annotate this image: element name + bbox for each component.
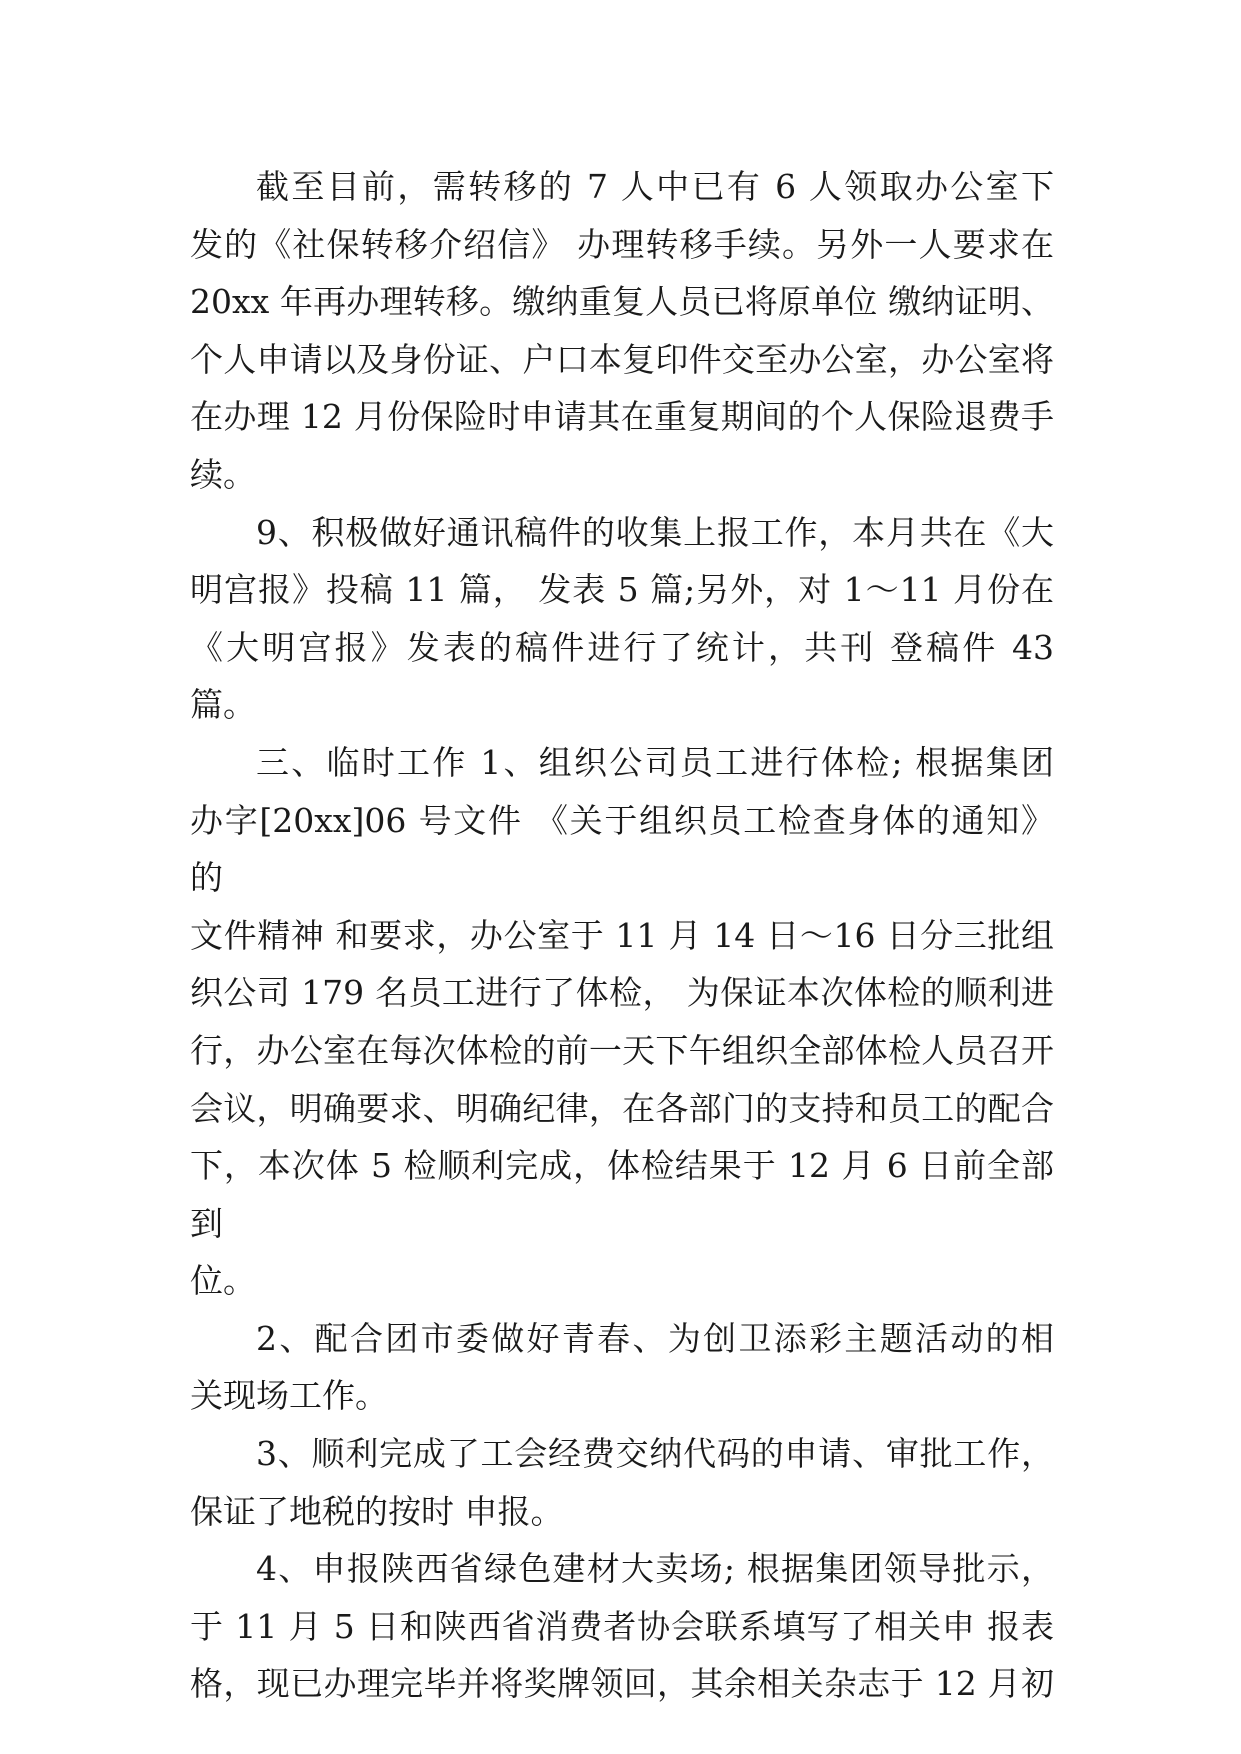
document-page — [190, 158, 1054, 1713]
text-line: 文件精神 和要求，办公室于 11 月 14 日～16 日分三批组 — [190, 915, 1054, 955]
text-line: 会议，明确要求、明确纪律，在各部门的支持和员工的配合 — [190, 1088, 1054, 1128]
text-line: 关现场工作。 — [190, 1376, 388, 1416]
text-line: 截至目前，需转移的 7 人中已有 6 人领取办公室下 — [256, 167, 1054, 206]
paragraph-item-2 — [190, 1310, 1054, 1425]
text-line: 织公司 179 名员工进行了体检， 为保证本次体检的顺利进 — [190, 973, 1054, 1013]
text-line: 格，现已办理完毕并将奖牌领回，其余相关杂志于 12 月初 — [190, 1664, 1054, 1704]
text-line: 于 11 月 5 日和陕西省消费者协会联系填写了相关申 报表 — [190, 1606, 1054, 1646]
paragraph-item-9 — [190, 504, 1054, 734]
text-line: 保证了地税的按时 申报。 — [190, 1491, 564, 1531]
text-line: 20xx 年再办理转移。缴纳重复人员已将原单位 缴纳证明、 — [190, 282, 1054, 322]
text-line: 《大明宫报》发表的稿件进行了统计，共刊 登稿件 43 篇。 — [190, 627, 1054, 725]
text-line: 发的《社保转移介绍信》 办理转移手续。另外一人要求在 — [190, 224, 1054, 264]
text-line: 位。 — [190, 1261, 256, 1301]
paragraph-transfer — [190, 158, 1054, 504]
text-line: 2、配合团市委做好青春、为创卫添彩主题活动的相 — [256, 1318, 1054, 1358]
text-line: 4、申报陕西省绿色建材大卖场; 根据集团领导批示， — [256, 1549, 1054, 1589]
text-line: 3、顺利完成了工会经费交纳代码的申请、审批工作， — [256, 1434, 1054, 1474]
text-line: 续。 — [190, 454, 256, 494]
text-line: 下，本次体 5 检顺利完成，体检结果于 12 月 6 日前全部到 — [190, 1146, 1054, 1243]
text-line: 办字[20xx]06 号文件 《关于组织员工检查身体的通知》 的 — [190, 800, 1054, 898]
text-line: 三、临时工作 1、组织公司员工进行体检; 根据集团 — [256, 742, 1054, 782]
text-line: 行，办公室在每次体检的前一天下午组织全部体检人员召开 — [190, 1030, 1054, 1070]
paragraph-item-3 — [190, 1425, 1054, 1540]
text-line: 9、积极做好通讯稿件的收集上报工作，本月共在《大 — [256, 512, 1054, 552]
paragraph-section-3 — [190, 734, 1054, 1310]
text-line: 在办理 12 月份保险时申请其在重复期间的个人保险退费手 — [190, 397, 1054, 437]
text-line: 个人申请以及身份证、户口本复印件交至办公室，办公室将 — [190, 339, 1054, 379]
text-line: 明宫报》投稿 11 篇， 发表 5 篇;另外，对 1～11 月份在 — [190, 570, 1054, 610]
paragraph-item-4 — [190, 1540, 1054, 1713]
